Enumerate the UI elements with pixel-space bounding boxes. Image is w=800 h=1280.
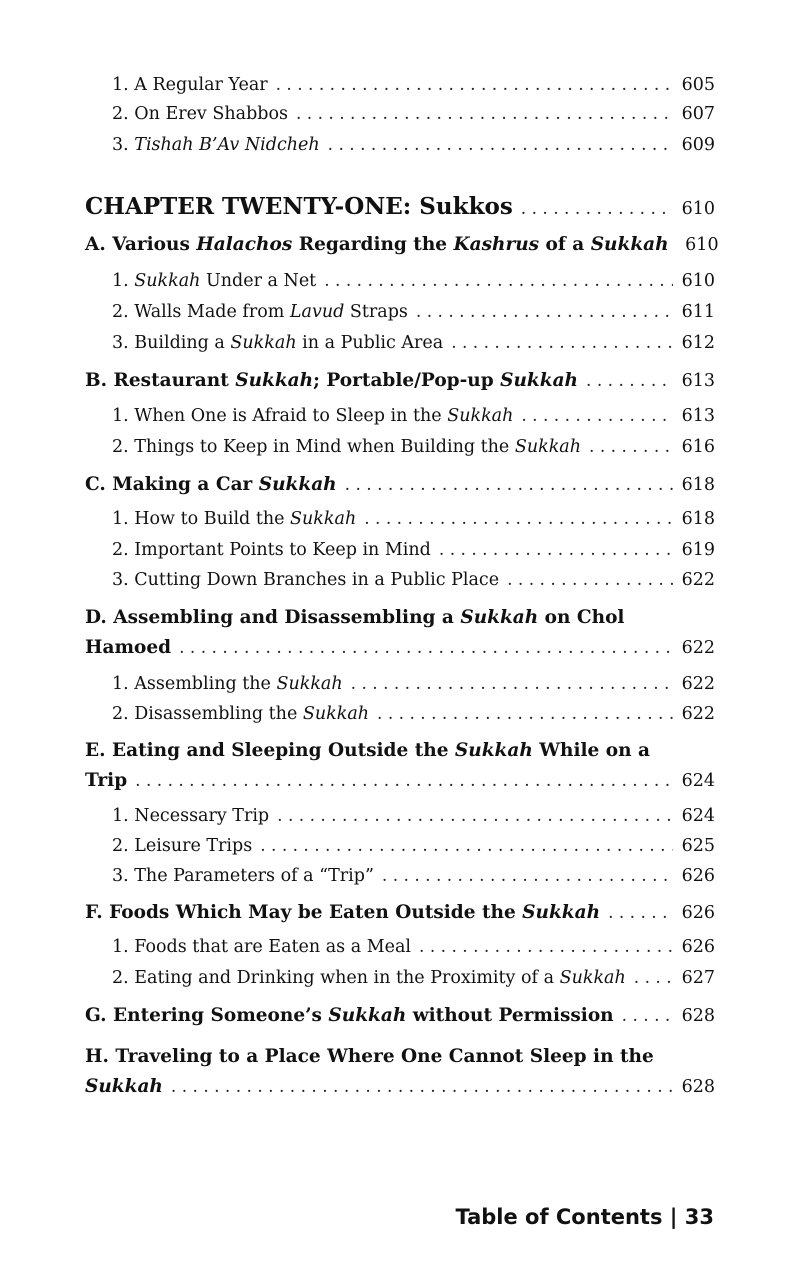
toc-entry-sub[interactable] — [112, 435, 715, 459]
toc-entry-sub[interactable] — [112, 966, 715, 990]
toc-entry-line — [112, 834, 715, 858]
page-number: 609 — [681, 135, 715, 155]
title-segment: Sukkah — [559, 968, 626, 988]
dot-leader — [507, 568, 673, 592]
page-number: 605 — [681, 75, 715, 95]
toc-entry-line — [112, 672, 715, 696]
toc-entry-line — [85, 1075, 715, 1099]
title-segment: 1. How to Build the — [112, 509, 291, 529]
dot-leader — [277, 804, 673, 828]
dot-leader — [586, 369, 673, 393]
title-segment: Sukkah — [590, 234, 669, 255]
page-number: 616 — [681, 437, 715, 457]
toc-entry-title — [85, 192, 513, 222]
title-segment: Regarding the — [292, 234, 454, 255]
page-number: 610 — [681, 199, 715, 219]
toc-entry-sub[interactable] — [112, 331, 715, 355]
running-footer — [455, 1205, 714, 1229]
title-segment: Sukkah — [460, 607, 539, 628]
toc-entry-line — [112, 73, 715, 97]
toc-entry-title — [85, 636, 171, 660]
toc-entry-head[interactable] — [85, 473, 715, 497]
title-segment: 3. The Parameters of a “Trip” — [112, 866, 374, 886]
page-number: 625 — [681, 836, 715, 856]
toc-entry-line — [85, 192, 715, 224]
toc-entry-title — [112, 404, 513, 428]
toc-entry-line — [112, 507, 715, 531]
title-segment: Tishah B’Av Nidcheh — [134, 135, 320, 155]
page-number: 622 — [681, 704, 715, 724]
toc-entry-title — [112, 804, 269, 828]
dot-leader — [451, 331, 673, 355]
toc-entry-sub[interactable] — [112, 404, 715, 428]
toc-entry-sub[interactable] — [112, 804, 715, 828]
title-segment: Halachos — [196, 234, 293, 255]
toc-entry-chapter[interactable] — [85, 192, 715, 224]
toc-entry-line — [112, 269, 715, 293]
dot-leader — [521, 404, 673, 428]
toc-entry-title — [112, 966, 626, 990]
title-segment: 3. — [112, 135, 135, 155]
page-number: 622 — [681, 638, 715, 658]
toc-entry-sub[interactable] — [112, 935, 715, 959]
dot-leader — [171, 1075, 673, 1099]
toc-entry-head[interactable] — [85, 1004, 715, 1028]
toc-entry-title — [85, 1045, 654, 1069]
dot-leader — [382, 864, 673, 888]
toc-entry-line — [112, 331, 715, 355]
dot-leader — [622, 1004, 673, 1028]
toc-entry-line — [112, 435, 715, 459]
title-segment: B. Restaurant — [85, 370, 236, 391]
title-segment: Sukkah — [447, 406, 514, 426]
title-segment: Sukkah — [328, 1005, 407, 1026]
title-segment: Sukkah — [302, 704, 370, 724]
title-segment: without Permission — [406, 1005, 614, 1026]
title-segment: ; Portable/Pop-up — [313, 370, 501, 391]
toc-entry-line — [85, 606, 715, 630]
title-segment: 1. — [112, 271, 135, 291]
title-segment: Sukkah — [258, 474, 337, 495]
title-segment: 2. Eating and Drinking when in the Proximity of a — [112, 968, 560, 988]
toc-entry-sub[interactable] — [112, 133, 715, 157]
toc-entry-line — [112, 966, 715, 990]
dot-leader — [296, 102, 673, 126]
page-number: 627 — [681, 968, 715, 988]
title-segment: 2. On Erev Shabbos — [112, 104, 288, 124]
dot-leader — [419, 935, 673, 959]
title-segment: of a — [539, 234, 591, 255]
toc-entry-title — [112, 672, 343, 696]
toc-entry-title — [85, 901, 600, 925]
toc-entry-sub[interactable] — [112, 300, 715, 324]
dot-leader — [439, 538, 673, 562]
toc-entry-title — [112, 864, 374, 888]
toc-entry-sub[interactable] — [112, 538, 715, 562]
toc-entry-title — [85, 739, 650, 763]
toc-entry-line — [112, 935, 715, 959]
toc-entry-title — [85, 606, 624, 630]
toc-entry-head[interactable] — [85, 233, 719, 257]
dot-leader — [416, 300, 673, 324]
title-segment: 2. Disassembling the — [112, 704, 303, 724]
page-number: 626 — [681, 866, 715, 886]
title-segment: Sukkah — [235, 370, 314, 391]
toc-entry-sub[interactable] — [112, 864, 715, 888]
page-number: 619 — [681, 540, 715, 560]
toc-entry-line — [112, 702, 715, 726]
page-number: 626 — [681, 903, 715, 923]
toc-entry-title — [85, 1075, 163, 1099]
title-segment: Sukkah — [522, 902, 601, 923]
toc-entry-line — [85, 473, 715, 497]
title-segment: Straps — [344, 302, 408, 322]
dot-leader — [328, 133, 673, 157]
dot-leader — [589, 435, 673, 459]
title-segment: CHAPTER TWENTY-ONE: Sukkos — [85, 193, 513, 220]
toc-entry-title — [112, 300, 408, 324]
dot-leader — [521, 194, 673, 224]
toc-entry-title — [112, 507, 356, 531]
title-segment: Sukkah — [134, 271, 201, 291]
title-segment: 2. Important Points to Keep in Mind — [112, 540, 431, 560]
title-segment: 1. When One is Afraid to Sleep in the — [112, 406, 448, 426]
dot-leader — [135, 769, 673, 793]
toc-entry-title — [112, 935, 411, 959]
title-segment: While on a — [532, 740, 650, 761]
dot-leader — [276, 73, 673, 97]
page-number: 628 — [681, 1006, 715, 1026]
toc-entry-title — [112, 568, 499, 592]
dot-leader — [364, 507, 673, 531]
toc-entry-line — [112, 804, 715, 828]
page-number: 626 — [681, 937, 715, 957]
page-number: 624 — [681, 806, 715, 826]
toc-entry-line — [85, 1004, 715, 1028]
page-number: 613 — [681, 371, 715, 391]
dot-leader — [351, 672, 673, 696]
page-number: 624 — [681, 771, 715, 791]
title-segment: F. Foods Which May be Eaten Outside the — [85, 902, 523, 923]
toc-entry-line — [85, 901, 715, 925]
dot-leader — [324, 269, 673, 293]
toc-entry-line — [85, 769, 715, 793]
title-segment: 3. Cutting Down Branches in a Public Place — [112, 570, 500, 590]
toc-entry-line — [112, 300, 715, 324]
title-segment: H. Traveling to a Place Where One Cannot Sleep in the — [85, 1046, 654, 1067]
toc-entry-line — [85, 369, 715, 393]
toc-entry-line — [85, 1045, 715, 1069]
title-segment: 2. Leisure Trips — [112, 836, 253, 856]
toc-entry-line — [85, 233, 719, 257]
toc-entry-title — [112, 102, 288, 126]
title-segment: 2. Walls Made from — [112, 302, 290, 322]
toc-entry-title — [112, 73, 268, 97]
toc-entry-line — [112, 404, 715, 428]
page-number: 610 — [685, 235, 719, 255]
toc-entry-head[interactable] — [85, 606, 715, 660]
toc-entry-title — [112, 702, 369, 726]
title-segment: 1. Necessary Trip — [112, 806, 270, 826]
toc-entry-sub[interactable] — [112, 672, 715, 696]
footer-page-number: 33 — [684, 1205, 714, 1229]
page-number: 611 — [681, 302, 715, 322]
title-segment: Lavud — [289, 302, 345, 322]
title-segment: 3. Building a — [112, 333, 231, 353]
title-segment: Sukkah — [454, 740, 533, 761]
toc-entry-title — [112, 331, 443, 355]
title-segment: Sukkah — [276, 674, 343, 694]
toc-entry-title — [85, 1004, 614, 1028]
title-segment: 1. A Regular Year — [112, 75, 268, 95]
toc-entry-line — [112, 102, 715, 126]
toc-entry-sub[interactable] — [112, 834, 715, 858]
dot-leader — [260, 834, 673, 858]
title-segment: Sukkah — [85, 1076, 163, 1097]
title-segment: 1. Assembling the — [112, 674, 277, 694]
title-segment: 1. Foods that are Eaten as a Meal — [112, 937, 412, 957]
toc-entry-line — [112, 538, 715, 562]
dot-leader — [345, 473, 673, 497]
title-segment: D. Assembling and Disassembling a — [85, 607, 461, 628]
toc-entry-title — [85, 233, 669, 257]
toc-entry-line — [85, 739, 715, 763]
toc-entry-title — [85, 473, 337, 497]
title-segment: Sukkah — [290, 509, 357, 529]
toc-entry-title — [85, 369, 578, 393]
page-number: 612 — [681, 333, 715, 353]
title-segment: Under a Net — [200, 271, 317, 291]
toc-entry-title — [112, 133, 320, 157]
page-number: 607 — [681, 104, 715, 124]
title-segment: Kashrus — [453, 234, 540, 255]
toc-entry-line — [112, 133, 715, 157]
title-segment: on Chol — [538, 607, 625, 628]
toc-entry-sub[interactable] — [112, 269, 715, 293]
toc-entry-title — [112, 538, 431, 562]
toc-entry-head[interactable] — [85, 369, 715, 393]
title-segment: 2. Things to Keep in Mind when Building the — [112, 437, 515, 457]
page-number: 610 — [681, 271, 715, 291]
page-number: 628 — [681, 1077, 715, 1097]
dot-leader — [608, 901, 673, 925]
toc-entry-title — [112, 435, 581, 459]
page-number: 613 — [681, 406, 715, 426]
footer-title: Table of Contents — [455, 1205, 663, 1229]
toc-entry-head[interactable] — [85, 1045, 715, 1099]
toc-entry-head[interactable] — [85, 901, 715, 925]
title-segment: G. Entering Someone’s — [85, 1005, 329, 1026]
toc-entry-sub[interactable] — [112, 568, 715, 592]
toc-entry-sub[interactable] — [112, 507, 715, 531]
title-segment: Sukkah — [500, 370, 579, 391]
page-number: 618 — [681, 509, 715, 529]
toc-entry-sub[interactable] — [112, 702, 715, 726]
toc-entry-title — [112, 269, 316, 293]
title-segment: A. Various — [85, 234, 197, 255]
page-number: 622 — [681, 674, 715, 694]
toc-entry-line — [112, 864, 715, 888]
page-number: 622 — [681, 570, 715, 590]
dot-leader — [377, 702, 673, 726]
title-segment: Sukkah — [514, 437, 582, 457]
toc-entry-head[interactable] — [85, 739, 715, 793]
toc-entry-title — [112, 834, 252, 858]
title-segment: in a Public Area — [296, 333, 444, 353]
page-number: 618 — [681, 475, 715, 495]
toc-entry-title — [85, 769, 127, 793]
title-segment: C. Making a Car — [85, 474, 259, 495]
footer-separator: | — [669, 1205, 678, 1229]
title-segment: Hamoed — [85, 637, 172, 658]
toc-entry-line — [85, 636, 715, 660]
title-segment: Sukkah — [230, 333, 297, 353]
dot-leader — [179, 636, 673, 660]
toc-entry-sub[interactable] — [112, 73, 715, 97]
toc-entry-line — [112, 568, 715, 592]
title-segment: E. Eating and Sleeping Outside the — [85, 740, 455, 761]
title-segment: Trip — [85, 770, 128, 791]
toc-entry-sub[interactable] — [112, 102, 715, 126]
dot-leader — [634, 966, 673, 990]
